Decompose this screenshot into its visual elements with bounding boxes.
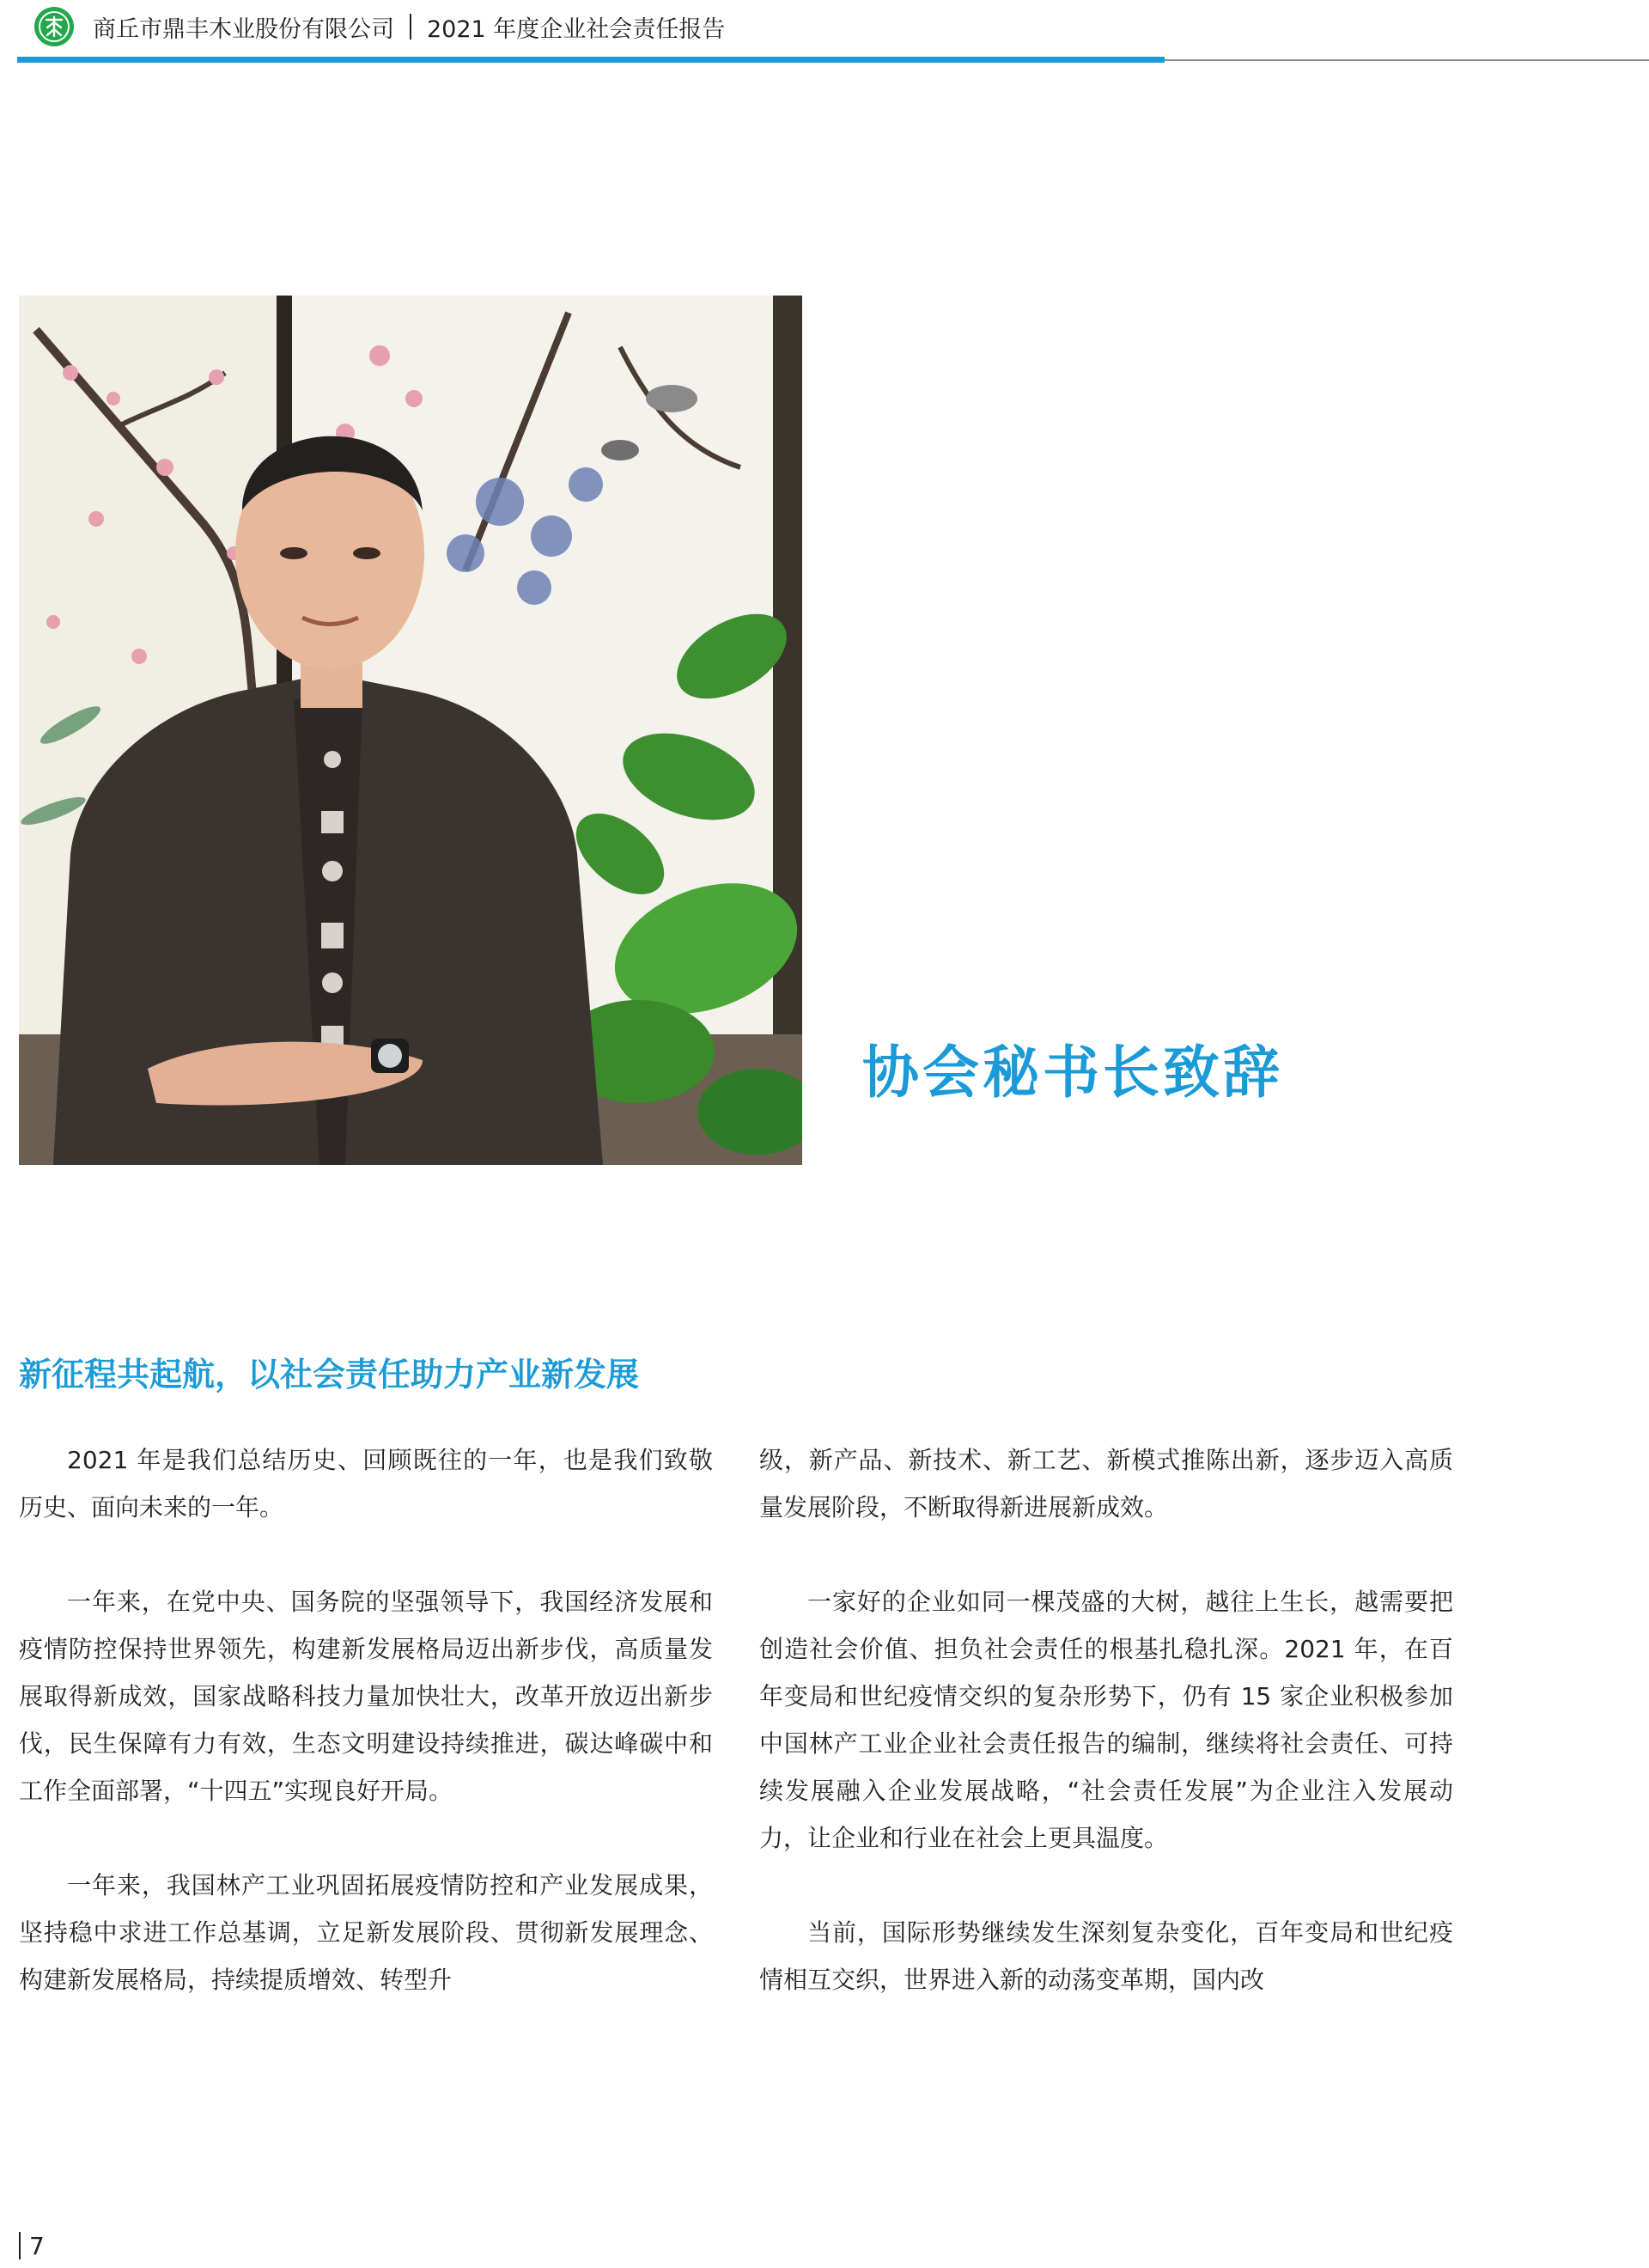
- header-rule: [1165, 59, 1649, 61]
- page-footer: [19, 2230, 45, 2261]
- company-name: 商丘市鼎丰木业股份有限公司: [93, 15, 394, 43]
- left-column: [19, 1436, 713, 2051]
- header-divider: [410, 14, 411, 40]
- paragraph: 2021 年是我们总结历史、回顾既往的一年，也是我们致敬历史、面向未来的一年。: [19, 1446, 713, 1521]
- paragraph: 一家好的企业如同一棵茂盛的大树，越往上生长，越需要把创造社会价值、担负社会责任的根基扎稳扎深。2021 年，在百年变局和世纪疫情交织的复杂形势下，仍有 15 家企业积极参加中国林产工业企业社会责任报告的编制，继续将社会责任、可持续发展融入企业发展战略，“社会责任发展”为企业注入发展动力，让企业和行业在社会上更具温度。: [759, 1588, 1453, 1852]
- footer-divider: [19, 2232, 21, 2259]
- page-title: 协会秘书长致辞: [862, 1040, 1283, 1106]
- paragraph: 级，新产品、新技术、新工艺、新模式推陈出新，逐步迈入高质量发展阶段，不断取得新进展新成效。: [759, 1446, 1453, 1521]
- paragraph: 当前，国际形势继续发生深刻复杂变化，百年变局和世纪疫情相互交织，世界进入新的动荡变革期，国内改: [759, 1918, 1453, 1994]
- paragraph: 一年来，我国林产工业巩固拓展疫情防控和产业发展成果，坚持稳中求进工作总基调，立足新发展阶段、贯彻新发展理念、构建新发展格局，持续提质增效、转型升: [19, 1871, 713, 1994]
- report-name: 2021 年度企业社会责任报告: [427, 15, 726, 43]
- paragraph: 一年来，在党中央、国务院的坚强领导下，我国经济发展和疫情防控保持世界领先，构建新发展格局迈出新步伐，高质量发展取得新成效，国家战略科技力量加快壮大，改革开放迈出新步伐，民生保障有力有效，生态文明建设持续推进，碳达峰碳中和工作全面部署，“十四五”实现良好开局。: [19, 1588, 713, 1805]
- header-accent-line: [17, 57, 1165, 63]
- article-subtitle: 新征程共起航，以社会责任助力产业新发展: [19, 1356, 640, 1393]
- company-logo-icon: [34, 7, 74, 46]
- page-number: 7: [29, 2231, 45, 2260]
- portrait-photo: [19, 296, 802, 1165]
- header-title: [93, 7, 725, 46]
- right-column: [759, 1436, 1453, 2051]
- page-header: [0, 0, 1649, 69]
